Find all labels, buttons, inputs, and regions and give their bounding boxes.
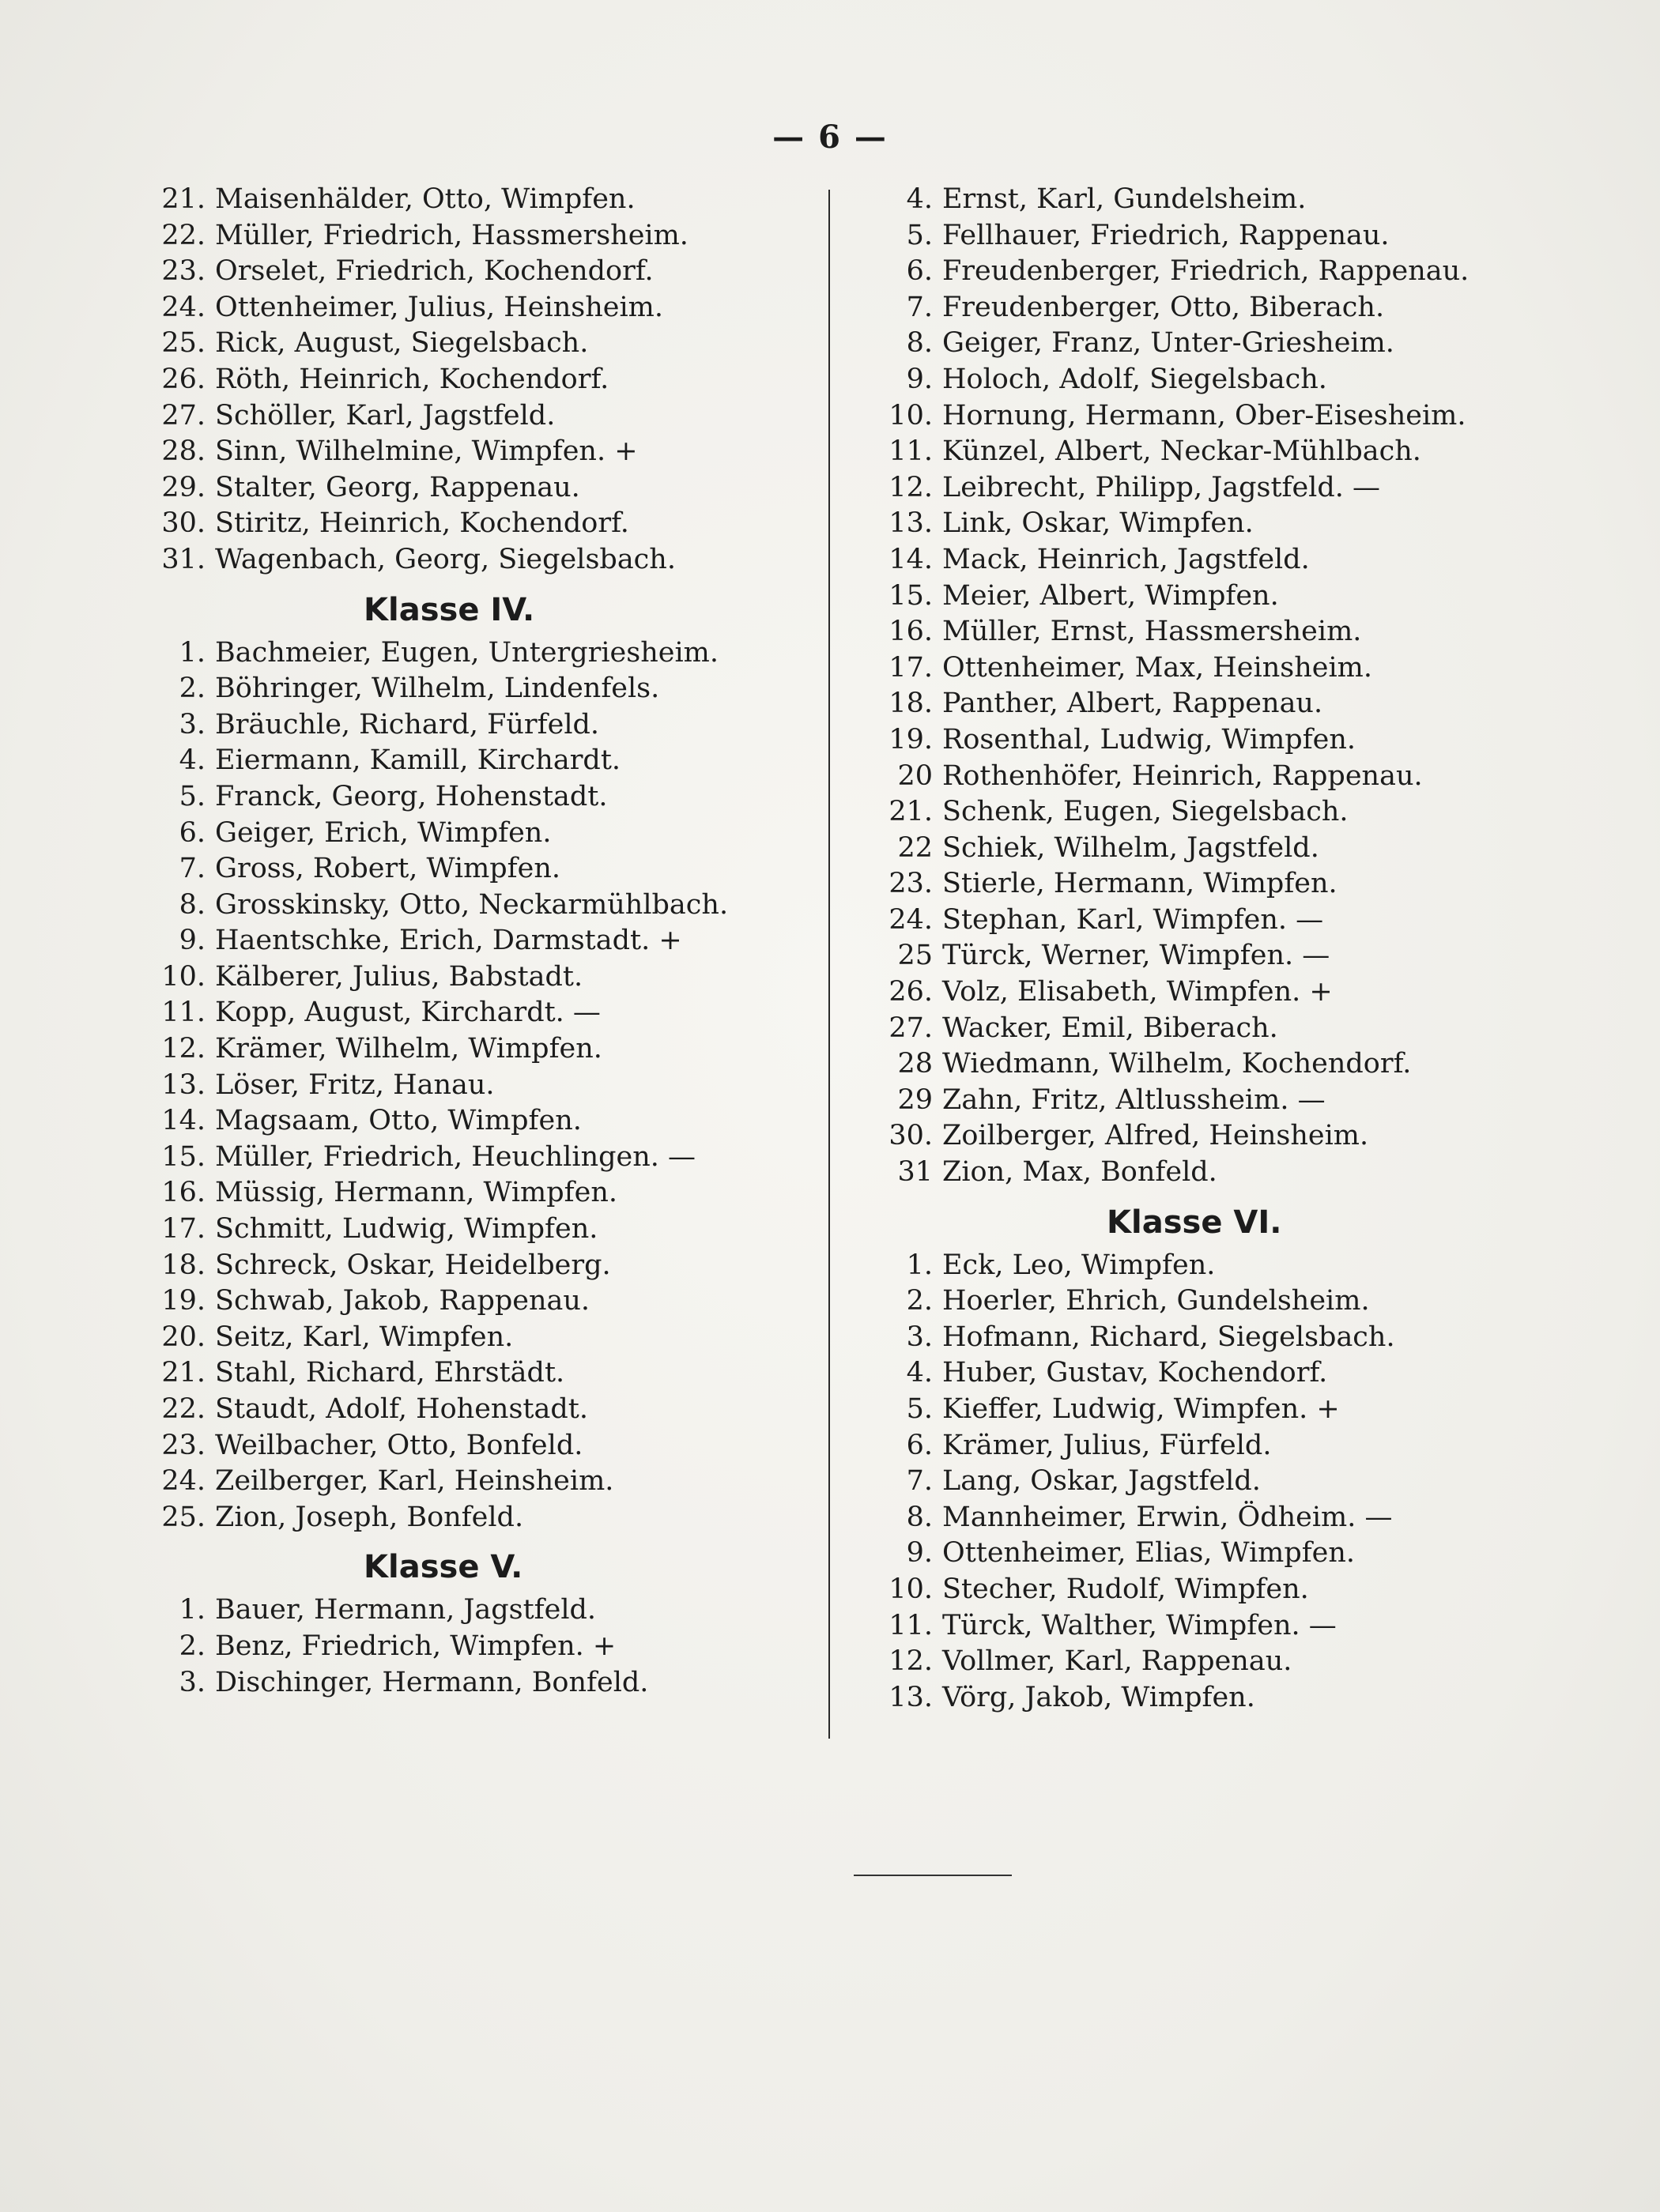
item-number: 4. (179, 744, 206, 777)
item-number: 29 (897, 1083, 933, 1116)
item-number: 5. (179, 780, 206, 812)
item-number: 10. (888, 399, 933, 431)
item-name: Leibrecht, Philipp, Jagstfeld. — (942, 471, 1381, 503)
list-item (877, 254, 1534, 290)
item-number: 19. (161, 1285, 206, 1317)
list-item (877, 650, 1534, 687)
list-item (877, 759, 1534, 795)
list-item (150, 1068, 814, 1104)
item-name: Zeilberger, Karl, Heinsheim. (215, 1465, 614, 1498)
page-number: — 6 — (772, 119, 888, 156)
list-item (150, 959, 814, 996)
item-number: 30. (161, 507, 206, 540)
list-item (877, 1155, 1534, 1191)
item-number: 7. (906, 1465, 933, 1498)
list-item (877, 1608, 1534, 1645)
item-name: Künzel, Albert, Neckar-Mühlbach. (942, 435, 1421, 468)
item-number: 10. (161, 960, 206, 993)
item-number: 13. (888, 507, 933, 540)
list-item (150, 1320, 814, 1356)
item-name: Türck, Werner, Wimpfen. — (942, 940, 1330, 972)
item-number: 11. (888, 1609, 933, 1641)
list-item (877, 1392, 1534, 1428)
list-item (150, 1103, 814, 1140)
right-column (877, 182, 1534, 1716)
item-name: Freudenberger, Friedrich, Rappenau. (942, 255, 1469, 288)
item-number: 29. (161, 471, 206, 503)
item-name: Hornung, Hermann, Ober-Eisesheim. (942, 399, 1466, 431)
list-item (150, 1212, 814, 1248)
item-number: 22. (161, 219, 206, 251)
item-name: Hofmann, Richard, Siegelsbach. (942, 1321, 1395, 1353)
item-number: 11. (161, 997, 206, 1029)
item-number: 4. (906, 1357, 933, 1389)
item-number: 25 (897, 940, 933, 972)
item-name: Kieffer, Ludwig, Wimpfen. + (942, 1393, 1340, 1425)
list-item (877, 1011, 1534, 1047)
item-number: 31. (161, 543, 206, 575)
list-item (877, 903, 1534, 939)
list-item (877, 1680, 1534, 1716)
item-number: 11. (888, 435, 933, 468)
item-name: Ottenheimer, Julius, Heinsheim. (215, 291, 663, 323)
item-number: 21. (161, 183, 206, 215)
list-item (877, 614, 1534, 650)
item-name: Staudt, Adolf, Hohenstadt. (215, 1393, 588, 1425)
item-name: Schmitt, Ludwig, Wimpfen. (215, 1213, 598, 1245)
item-name: Schöller, Karl, Jagstfeld. (215, 399, 556, 431)
item-number: 9. (179, 925, 206, 957)
item-name: Zion, Max, Bonfeld. (942, 1156, 1217, 1189)
list-item (150, 671, 814, 707)
item-number: 24. (161, 291, 206, 323)
item-name: Volz, Elisabeth, Wimpfen. + (942, 976, 1333, 1008)
item-number: 3. (906, 1321, 933, 1353)
item-number: 4. (906, 183, 933, 215)
item-number: 12. (888, 1645, 933, 1678)
list-item (150, 995, 814, 1031)
left-column (150, 182, 814, 1701)
list-item (877, 938, 1534, 974)
klasse5-heading: Klasse V. (364, 1549, 523, 1586)
item-name: Zion, Joseph, Bonfeld. (215, 1501, 524, 1533)
klasse5-list-part2 (877, 182, 1534, 1191)
list-item (877, 1644, 1534, 1680)
item-number: 1. (179, 1594, 206, 1626)
list-item (877, 866, 1534, 903)
item-number: 7. (179, 853, 206, 885)
list-item (877, 1118, 1534, 1155)
item-number: 27. (888, 1012, 933, 1044)
item-number: 13. (161, 1068, 206, 1101)
list-item (150, 1592, 814, 1629)
list-item (877, 1428, 1534, 1464)
item-name: Stephan, Karl, Wimpfen. — (942, 903, 1324, 936)
item-name: Lang, Oskar, Jagstfeld. (942, 1465, 1261, 1498)
list-item (150, 1428, 814, 1464)
item-number: 12. (888, 471, 933, 503)
item-name: Schenk, Eugen, Siegelsbach. (942, 796, 1349, 828)
item-number: 22. (161, 1393, 206, 1425)
item-number: 3. (179, 1666, 206, 1698)
item-name: Türck, Walther, Wimpfen. — (942, 1609, 1337, 1641)
item-number: 18. (161, 1249, 206, 1281)
list-item (150, 1031, 814, 1068)
item-name: Löser, Fritz, Hanau. (215, 1068, 495, 1101)
list-item (877, 1248, 1534, 1284)
list-item (150, 506, 814, 542)
item-name: Maisenhälder, Otto, Wimpfen. (215, 183, 636, 215)
item-number: 30. (888, 1120, 933, 1152)
item-name: Holoch, Adolf, Siegelsbach. (942, 363, 1327, 395)
item-name: Geiger, Erich, Wimpfen. (215, 816, 552, 849)
item-name: Link, Oskar, Wimpfen. (942, 507, 1254, 540)
item-number: 6. (179, 816, 206, 849)
item-name: Vollmer, Karl, Rappenau. (942, 1645, 1292, 1678)
list-item (150, 434, 814, 470)
item-name: Stahl, Richard, Ehrstädt. (215, 1357, 565, 1389)
item-name: Schreck, Oskar, Heidelberg. (215, 1249, 611, 1281)
item-name: Wacker, Emil, Biberach. (942, 1012, 1278, 1044)
list-item (150, 1175, 814, 1212)
item-name: Vörg, Jakob, Wimpfen. (942, 1681, 1255, 1713)
item-name: Grosskinsky, Otto, Neckarmühlbach. (215, 888, 729, 921)
item-name: Ernst, Karl, Gundelsheim. (942, 183, 1307, 215)
item-name: Stecher, Rudolf, Wimpfen. (942, 1573, 1309, 1605)
list-item (877, 1320, 1534, 1356)
item-number: 1. (179, 636, 206, 669)
klasse3-list (150, 182, 814, 578)
item-name: Magsaam, Otto, Wimpfen. (215, 1105, 582, 1137)
list-item (150, 398, 814, 435)
item-number: 22 (897, 831, 933, 864)
item-name: Zoilberger, Alfred, Heinsheim. (942, 1120, 1369, 1152)
list-item (877, 506, 1534, 542)
item-number: 1. (906, 1249, 933, 1281)
list-item (877, 398, 1534, 435)
item-number: 23. (161, 255, 206, 288)
item-name: Ottenheimer, Elias, Wimpfen. (942, 1537, 1356, 1570)
item-number: 20 (897, 759, 933, 792)
item-number: 20. (161, 1321, 206, 1353)
list-item (877, 182, 1534, 218)
item-name: Rick, August, Siegelsbach. (215, 327, 589, 360)
item-number: 24. (888, 903, 933, 936)
list-item (150, 1355, 814, 1392)
item-number: 28 (897, 1048, 933, 1080)
list-item (877, 218, 1534, 254)
list-item (877, 831, 1534, 867)
item-number: 2. (179, 1630, 206, 1662)
item-number: 17. (888, 651, 933, 684)
item-name: Bräuchle, Richard, Fürfeld. (215, 708, 600, 740)
list-item (150, 1283, 814, 1320)
item-number: 17. (161, 1213, 206, 1245)
list-item (150, 816, 814, 852)
klasse6-list (877, 1248, 1534, 1716)
list-item (877, 974, 1534, 1011)
item-number: 16. (888, 616, 933, 648)
list-item (877, 362, 1534, 398)
item-number: 23. (888, 868, 933, 900)
item-name: Müller, Ernst, Hassmersheim. (942, 616, 1362, 648)
list-item (150, 1248, 814, 1284)
item-name: Geiger, Franz, Unter-Griesheim. (942, 327, 1394, 360)
item-name: Zahn, Fritz, Altlussheim. — (942, 1083, 1326, 1116)
list-item (150, 362, 814, 398)
list-item (150, 887, 814, 924)
list-item (877, 1572, 1534, 1608)
item-number: 19. (888, 723, 933, 756)
list-item (877, 578, 1534, 615)
list-item (877, 326, 1534, 362)
item-name: Eiermann, Kamill, Kirchardt. (215, 744, 621, 777)
klasse5-list-part1 (150, 1592, 814, 1701)
list-item (150, 635, 814, 672)
item-number: 23. (161, 1429, 206, 1461)
list-item (877, 722, 1534, 759)
item-name: Eck, Leo, Wimpfen. (942, 1249, 1216, 1281)
item-number: 31 (897, 1156, 933, 1189)
item-number: 7. (906, 291, 933, 323)
list-item (150, 218, 814, 254)
list-item (877, 1283, 1534, 1320)
item-number: 2. (906, 1285, 933, 1317)
list-item (877, 1500, 1534, 1536)
item-number: 15. (888, 579, 933, 612)
item-name: Müller, Friedrich, Heuchlingen. — (215, 1140, 696, 1173)
item-name: Krämer, Julius, Fürfeld. (942, 1429, 1272, 1461)
list-item (877, 686, 1534, 722)
list-item (150, 254, 814, 290)
item-number: 13. (888, 1681, 933, 1713)
item-name: Weilbacher, Otto, Bonfeld. (215, 1429, 583, 1461)
item-name: Bachmeier, Eugen, Untergriesheim. (215, 636, 719, 669)
list-item (150, 743, 814, 779)
item-number: 6. (906, 1429, 933, 1461)
item-name: Schwab, Jakob, Rappenau. (215, 1285, 590, 1317)
item-name: Dischinger, Hermann, Bonfeld. (215, 1666, 649, 1698)
item-name: Panther, Albert, Rappenau. (942, 688, 1323, 720)
item-name: Seitz, Karl, Wimpfen. (215, 1321, 514, 1353)
item-name: Schiek, Wilhelm, Jagstfeld. (942, 831, 1319, 864)
item-name: Stalter, Georg, Rappenau. (215, 471, 580, 503)
list-item (150, 1500, 814, 1536)
klasse4-heading: Klasse IV. (364, 591, 535, 628)
list-item (150, 1392, 814, 1428)
item-name: Hoerler, Ehrich, Gundelsheim. (942, 1285, 1370, 1317)
item-name: Böhringer, Wilhelm, Lindenfels. (215, 673, 660, 705)
column-divider (828, 190, 830, 1739)
item-number: 28. (161, 435, 206, 468)
bottom-rule (854, 1875, 1012, 1876)
item-number: 14. (888, 543, 933, 575)
item-number: 16. (161, 1177, 206, 1209)
item-name: Fellhauer, Friedrich, Rappenau. (942, 219, 1390, 251)
item-name: Krämer, Wilhelm, Wimpfen. (215, 1033, 602, 1065)
item-name: Freudenberger, Otto, Biberach. (942, 291, 1385, 323)
list-item (877, 1536, 1534, 1572)
item-number: 14. (161, 1105, 206, 1137)
list-item (877, 434, 1534, 470)
item-number: 9. (906, 1537, 933, 1570)
item-number: 21. (888, 796, 933, 828)
item-name: Orselet, Friedrich, Kochendorf. (215, 255, 654, 288)
list-item (877, 1046, 1534, 1083)
item-name: Röth, Heinrich, Kochendorf. (215, 363, 609, 395)
list-item (150, 1629, 814, 1665)
item-number: 5. (906, 219, 933, 251)
item-number: 18. (888, 688, 933, 720)
list-item (877, 290, 1534, 326)
list-item (150, 1665, 814, 1701)
item-name: Wiedmann, Wilhelm, Kochendorf. (942, 1048, 1412, 1080)
item-number: 10. (888, 1573, 933, 1605)
item-name: Haentschke, Erich, Darmstadt. + (215, 925, 682, 957)
item-number: 2. (179, 673, 206, 705)
item-name: Müller, Friedrich, Hassmersheim. (215, 219, 689, 251)
list-item (150, 290, 814, 326)
item-name: Stiritz, Heinrich, Kochendorf. (215, 507, 629, 540)
list-item (150, 470, 814, 507)
list-item (877, 470, 1534, 507)
klasse6-heading: Klasse VI. (1107, 1204, 1282, 1241)
item-name: Mannheimer, Erwin, Ödheim. — (942, 1501, 1393, 1533)
list-item (877, 542, 1534, 578)
item-name: Franck, Georg, Hohenstadt. (215, 780, 608, 812)
list-item (877, 1464, 1534, 1500)
list-item (150, 707, 814, 744)
item-number: 8. (906, 327, 933, 360)
item-name: Stierle, Hermann, Wimpfen. (942, 868, 1337, 900)
item-number: 26. (161, 363, 206, 395)
list-item (150, 182, 814, 218)
item-name: Rothenhöfer, Heinrich, Rappenau. (942, 759, 1423, 792)
item-name: Wagenbach, Georg, Siegelsbach. (215, 543, 676, 575)
item-name: Ottenheimer, Max, Heinsheim. (942, 651, 1372, 684)
item-number: 3. (179, 708, 206, 740)
item-number: 15. (161, 1140, 206, 1173)
item-number: 21. (161, 1357, 206, 1389)
item-name: Sinn, Wilhelmine, Wimpfen. + (215, 435, 638, 468)
list-item (877, 1355, 1534, 1392)
list-item (150, 923, 814, 959)
item-name: Müssig, Hermann, Wimpfen. (215, 1177, 617, 1209)
item-number: 26. (888, 976, 933, 1008)
list-item (150, 1140, 814, 1176)
list-item (150, 542, 814, 578)
item-number: 27. (161, 399, 206, 431)
item-number: 9. (906, 363, 933, 395)
item-name: Rosenthal, Ludwig, Wimpfen. (942, 723, 1356, 756)
item-name: Kälberer, Julius, Babstadt. (215, 960, 583, 993)
list-item (877, 794, 1534, 831)
item-name: Huber, Gustav, Kochendorf. (942, 1357, 1328, 1389)
list-item (150, 326, 814, 362)
item-name: Meier, Albert, Wimpfen. (942, 579, 1279, 612)
item-number: 8. (906, 1501, 933, 1533)
item-name: Kopp, August, Kirchardt. — (215, 997, 601, 1029)
item-name: Benz, Friedrich, Wimpfen. + (215, 1630, 617, 1662)
item-number: 24. (161, 1465, 206, 1498)
item-number: 6. (906, 255, 933, 288)
item-name: Bauer, Hermann, Jagstfeld. (215, 1594, 597, 1626)
list-item (150, 779, 814, 816)
item-name: Gross, Robert, Wimpfen. (215, 853, 561, 885)
item-number: 25. (161, 1501, 206, 1533)
list-item (150, 851, 814, 887)
item-name: Mack, Heinrich, Jagstfeld. (942, 543, 1310, 575)
item-number: 8. (179, 888, 206, 921)
klasse4-list (150, 635, 814, 1536)
item-number: 12. (161, 1033, 206, 1065)
item-number: 5. (906, 1393, 933, 1425)
list-item (877, 1083, 1534, 1119)
list-item (150, 1464, 814, 1500)
item-number: 25. (161, 327, 206, 360)
